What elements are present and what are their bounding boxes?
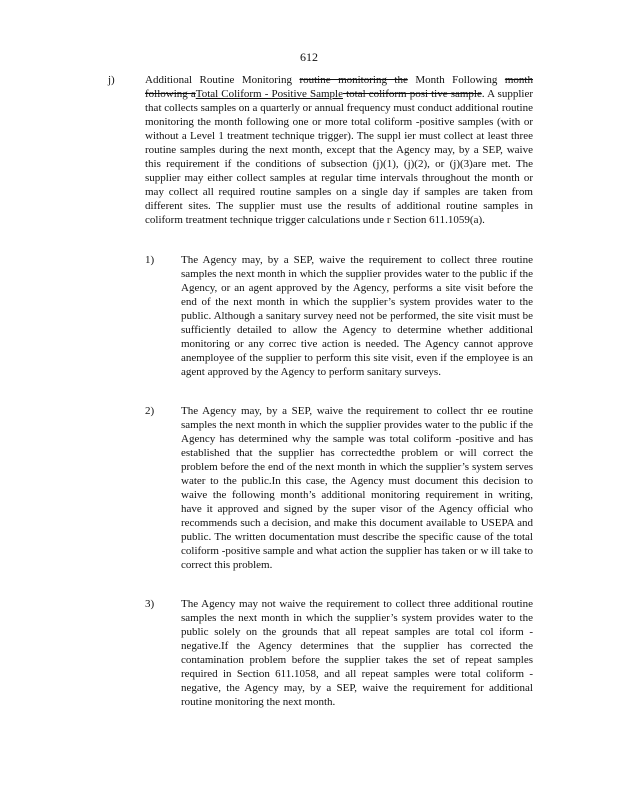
subitem-1-text: The Agency may, by a SEP, waive the requirement to collect three routine samples the next month in which the supplier provides water to the public if the Agency, or an agent approved by the Agency, performs a site visit before the end of the next month in which the supplier’s system provides water to the public. Although a sanitary survey need not be performed, the site visit must be sufficiently detailed to allow the Agency to determine whether additional monitoring or any correc tive action is needed. The Agency cannot approve anemployee of the supplier to perform this site visit, even if the employee is an agent approved by the Agency to perform sanitary surveys. bbox=[181, 254, 533, 378]
subitem-3-label: 3) bbox=[145, 598, 155, 610]
subitem-2-text: The Agency may, by a SEP, waive the requirement to collect thr ee routine samples the next month in which the supplier provides water to the public if the Agency has determined why the sample was total coliform -positive and has established that the supplier has correctedthe problem or will correct the problem before the end of the next month in which the supplier’s system serves water to the public.In this case, the Agency must document this decision to waive the following month’s additional monitoring requirement in writing, have it approved and signed by the super visor of the Agency official who recommends such a decision, and make this document available to USEPA and public. The written documentation must describe the specific cause of the total coliform -positive sample and what action the supplier has taken or w ill take to correct this problem. bbox=[181, 405, 533, 571]
item-j-heading-end: . A bbox=[481, 88, 495, 100]
subitem-1-label: 1) bbox=[145, 254, 155, 266]
item-j-inserted-text: Total Coliform - Positive Sample bbox=[195, 88, 343, 100]
item-j-deleted-text-3: total coliform posi tive sample bbox=[343, 88, 482, 100]
item-j-body: supplier that collects samples on a quarterly or annual frequency must conduct additional routine monitoring the month following one or more total coliform -positive samples (with or without a Level 1 treatment technique trigger). The suppl ier must collect at least three routine samples during the next month, except that the Agency may, by a SEP, waive this requirement if the conditions of subsection (j)(1), (j)(2), or (j)(3)are met. The supplier may either collect samples at regular time intervals throughout the month or may collect all required routine samples on a single day if samples are taken from different sites. The supplier must use the results of additional routine samples in coliform treatment technique trigger calculations unde r Section 611.1059(a). bbox=[145, 88, 533, 226]
page-number: 612 bbox=[300, 50, 318, 64]
item-j-heading-part1: Additional Routine Monitoring bbox=[145, 74, 300, 86]
subitem-3-text: The Agency may not waive the requirement to collect three additional routine samples the next month in which the supplier’s system provides water to the public solely on the grounds that all repeat samples are total col iform -negative.If the Agency determines that the supplier has corrected the contamination problem before the supplier takes the set of repeat samples required in Section 611.1058, and all repeat samples were total coliform -negative, the Agency may, by a SEP, waive the requirement for additional routine monitoring the next month. bbox=[181, 598, 533, 708]
item-j-heading-part2: Month Following bbox=[407, 74, 505, 86]
subitem-2-label: 2) bbox=[145, 405, 155, 417]
item-j-deleted-text-2: month following a bbox=[145, 74, 533, 100]
item-j-label: j) bbox=[108, 74, 115, 86]
item-j-deleted-text-1: routine monitoring the bbox=[299, 74, 408, 86]
item-j-paragraph bbox=[145, 73, 533, 227]
